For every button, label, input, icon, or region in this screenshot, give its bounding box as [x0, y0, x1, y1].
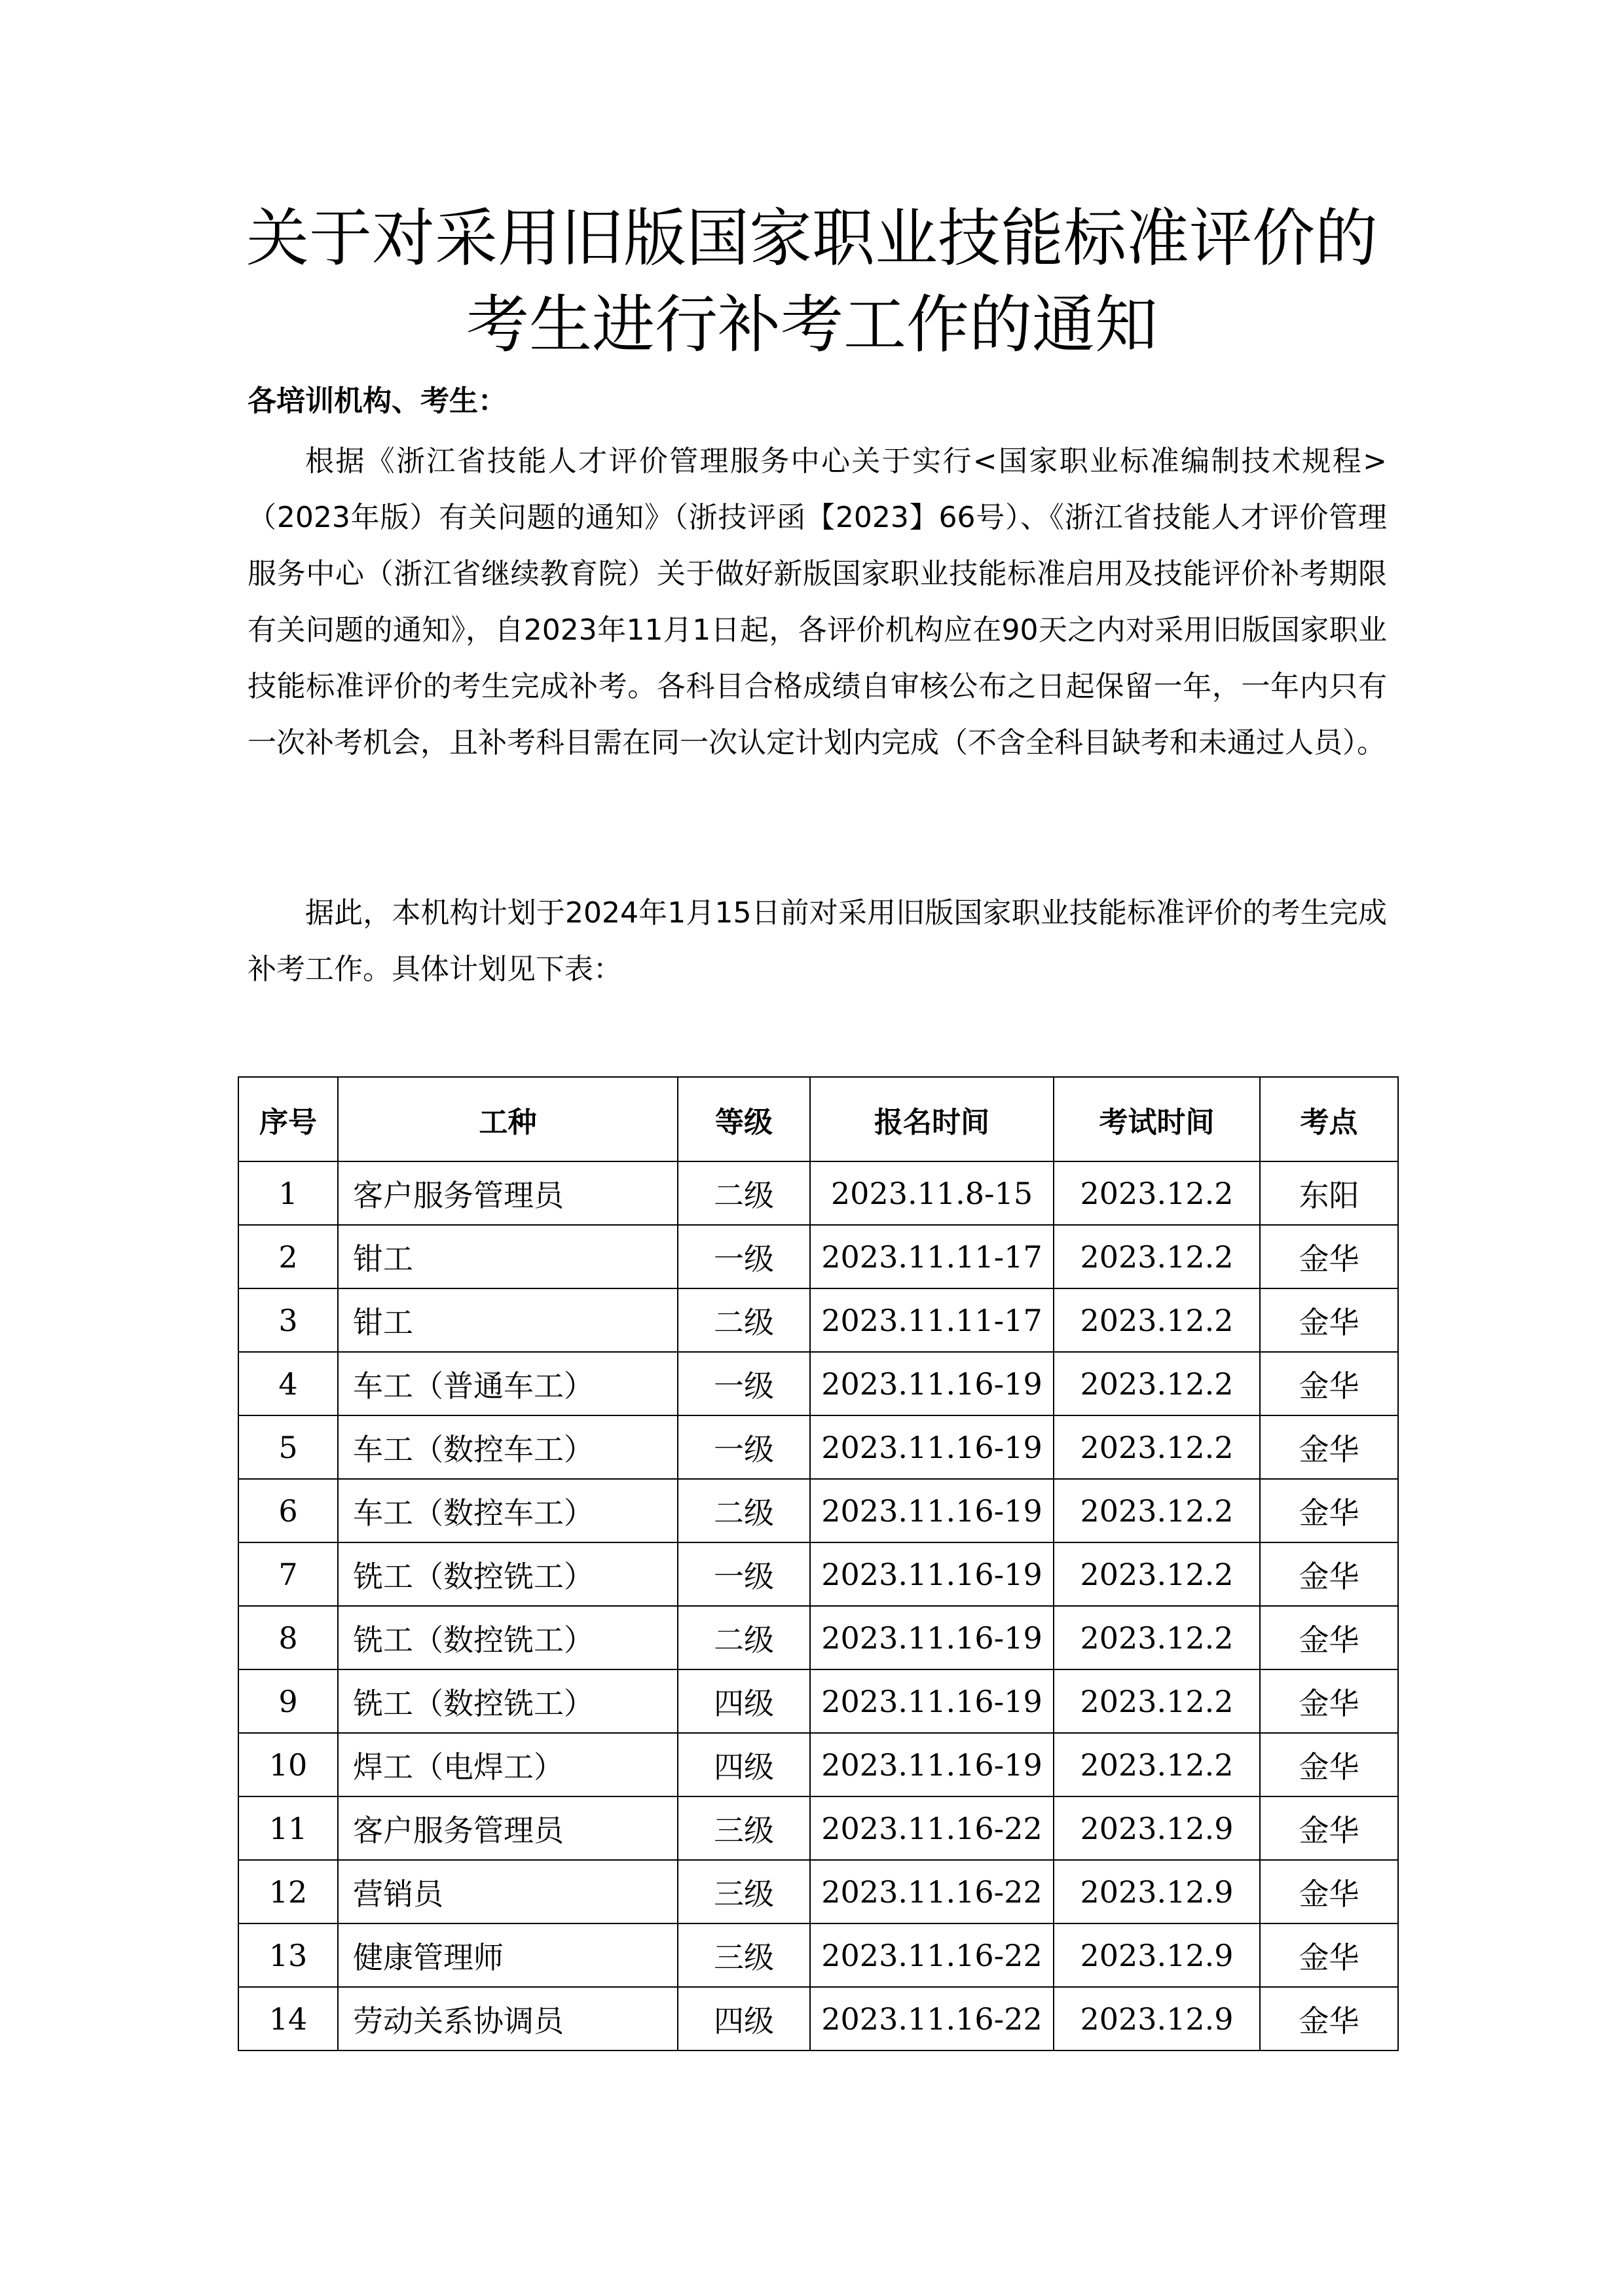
cell-exam-site: 金华: [1260, 1542, 1398, 1606]
cell-exam-date: 2023.12.9: [1054, 1923, 1260, 1987]
cell-exam-date: 2023.12.2: [1054, 1161, 1260, 1225]
cell-registration-period: 2023.11.16-19: [810, 1352, 1054, 1415]
cell-trade: 营销员: [338, 1860, 678, 1923]
table-row: [238, 1669, 1398, 1733]
cell-index: 8: [238, 1606, 338, 1669]
cell-exam-date: 2023.12.2: [1054, 1733, 1260, 1796]
cell-level: 二级: [678, 1606, 810, 1669]
header-level: 等级: [678, 1077, 810, 1161]
header-index: 序号: [238, 1077, 338, 1161]
table-row: [238, 1479, 1398, 1542]
table-row: [238, 1606, 1398, 1669]
cell-trade: 钳工: [338, 1225, 678, 1288]
cell-registration-period: 2023.11.16-22: [810, 1987, 1054, 2050]
table-body: [238, 1161, 1398, 2050]
cell-registration-period: 2023.11.16-19: [810, 1542, 1054, 1606]
cell-exam-date: 2023.12.2: [1054, 1542, 1260, 1606]
cell-trade: 健康管理师: [338, 1923, 678, 1987]
cell-index: 14: [238, 1987, 338, 2050]
cell-level: 四级: [678, 1733, 810, 1796]
cell-level: 二级: [678, 1288, 810, 1352]
table-row: [238, 1288, 1398, 1352]
cell-exam-site: 金华: [1260, 1923, 1398, 1987]
cell-level: 二级: [678, 1479, 810, 1542]
cell-trade: 铣工（数控铣工）: [338, 1669, 678, 1733]
table-row: [238, 1542, 1398, 1606]
table-row: [238, 1161, 1398, 1225]
cell-exam-date: 2023.12.9: [1054, 1860, 1260, 1923]
cell-exam-site: 金华: [1260, 1860, 1398, 1923]
cell-exam-site: 金华: [1260, 1479, 1398, 1542]
cell-registration-period: 2023.11.16-22: [810, 1923, 1054, 1987]
cell-exam-site: 金华: [1260, 1987, 1398, 2050]
cell-index: 2: [238, 1225, 338, 1288]
table-row: [238, 1415, 1398, 1479]
schedule-table: [238, 1076, 1399, 2051]
cell-exam-date: 2023.12.2: [1054, 1288, 1260, 1352]
cell-trade: 车工（数控车工）: [338, 1479, 678, 1542]
cell-index: 4: [238, 1352, 338, 1415]
cell-exam-site: 金华: [1260, 1796, 1398, 1860]
cell-level: 一级: [678, 1352, 810, 1415]
salutation: 各培训机构、考生：: [248, 384, 507, 418]
cell-exam-date: 2023.12.2: [1054, 1225, 1260, 1288]
cell-exam-site: 金华: [1260, 1669, 1398, 1733]
table-row: [238, 1225, 1398, 1288]
table-row: [238, 1796, 1398, 1860]
body-paragraph-1: 根据《浙江省技能人才评价管理服务中心关于实行<国家职业标准编制技术规程>（2023年版）有关问题的通知》（浙技评函【2023】66号）、《浙江省技能人才评价管理服务中心（浙江省继续教育院）关于做好新版国家职业技能标准启用及技能评价补考期限有关问题的通知》，自2023年11月1日起，各评价机构应在90天之内对采用旧版国家职业技能标准评价的考生完成补考。各科目合格成绩自审核公布之日起保留一年，一年内只有一次补考机会，且补考科目需在同一次认定计划内完成（不含全科目缺考和未通过人员）。: [248, 445, 1387, 759]
header-registration-period: 报名时间: [810, 1077, 1054, 1161]
cell-trade: 客户服务管理员: [338, 1796, 678, 1860]
cell-exam-site: 金华: [1260, 1288, 1398, 1352]
cell-trade: 车工（数控车工）: [338, 1415, 678, 1479]
cell-index: 3: [238, 1288, 338, 1352]
header-exam-site: 考点: [1260, 1077, 1398, 1161]
header-exam-date: 考试时间: [1054, 1077, 1260, 1161]
cell-exam-site: 金华: [1260, 1352, 1398, 1415]
cell-registration-period: 2023.11.11-17: [810, 1288, 1054, 1352]
table-header-row: [238, 1077, 1398, 1161]
cell-exam-site: 金华: [1260, 1225, 1398, 1288]
cell-index: 6: [238, 1479, 338, 1542]
cell-exam-date: 2023.12.9: [1054, 1796, 1260, 1860]
document-title-line-2: 考生进行补考工作的通知: [466, 288, 1158, 361]
cell-exam-site: 金华: [1260, 1733, 1398, 1796]
cell-registration-period: 2023.11.11-17: [810, 1225, 1054, 1288]
cell-trade: 铣工（数控铣工）: [338, 1542, 678, 1606]
cell-index: 11: [238, 1796, 338, 1860]
cell-exam-site: 金华: [1260, 1415, 1398, 1479]
cell-index: 1: [238, 1161, 338, 1225]
cell-index: 13: [238, 1923, 338, 1987]
cell-level: 四级: [678, 1987, 810, 2050]
cell-level: 三级: [678, 1796, 810, 1860]
cell-index: 7: [238, 1542, 338, 1606]
cell-index: 9: [238, 1669, 338, 1733]
cell-index: 5: [238, 1415, 338, 1479]
cell-exam-site: 金华: [1260, 1606, 1398, 1669]
cell-index: 10: [238, 1733, 338, 1796]
cell-exam-site: 东阳: [1260, 1161, 1398, 1225]
cell-exam-date: 2023.12.2: [1054, 1415, 1260, 1479]
cell-exam-date: 2023.12.2: [1054, 1606, 1260, 1669]
cell-registration-period: 2023.11.8-15: [810, 1161, 1054, 1225]
cell-exam-date: 2023.12.2: [1054, 1669, 1260, 1733]
cell-exam-date: 2023.12.9: [1054, 1987, 1260, 2050]
cell-index: 12: [238, 1860, 338, 1923]
table-row: [238, 1352, 1398, 1415]
cell-level: 二级: [678, 1161, 810, 1225]
cell-level: 三级: [678, 1923, 810, 1987]
cell-registration-period: 2023.11.16-19: [810, 1479, 1054, 1542]
cell-level: 一级: [678, 1542, 810, 1606]
cell-level: 一级: [678, 1415, 810, 1479]
cell-trade: 劳动关系协调员: [338, 1987, 678, 2050]
cell-trade: 铣工（数控铣工）: [338, 1606, 678, 1669]
cell-registration-period: 2023.11.16-19: [810, 1669, 1054, 1733]
cell-registration-period: 2023.11.16-22: [810, 1860, 1054, 1923]
cell-registration-period: 2023.11.16-19: [810, 1606, 1054, 1669]
table-row: [238, 1733, 1398, 1796]
cell-registration-period: 2023.11.16-22: [810, 1796, 1054, 1860]
cell-level: 三级: [678, 1860, 810, 1923]
table-row: [238, 1987, 1398, 2050]
cell-level: 四级: [678, 1669, 810, 1733]
document-title-line-1: 关于对采用旧版国家职业技能标准评价的: [246, 202, 1378, 275]
header-trade: 工种: [338, 1077, 678, 1161]
cell-registration-period: 2023.11.16-19: [810, 1733, 1054, 1796]
cell-exam-date: 2023.12.2: [1054, 1479, 1260, 1542]
cell-registration-period: 2023.11.16-19: [810, 1415, 1054, 1479]
cell-trade: 钳工: [338, 1288, 678, 1352]
cell-trade: 焊工（电焊工）: [338, 1733, 678, 1796]
cell-trade: 客户服务管理员: [338, 1161, 678, 1225]
cell-exam-date: 2023.12.2: [1054, 1352, 1260, 1415]
cell-trade: 车工（普通车工）: [338, 1352, 678, 1415]
table-row: [238, 1923, 1398, 1987]
cell-level: 一级: [678, 1225, 810, 1288]
table-row: [238, 1860, 1398, 1923]
body-paragraph-2: 据此，本机构计划于2024年1月15日前对采用旧版国家职业技能标准评价的考生完成补考工作。具体计划见下表：: [248, 896, 1387, 986]
